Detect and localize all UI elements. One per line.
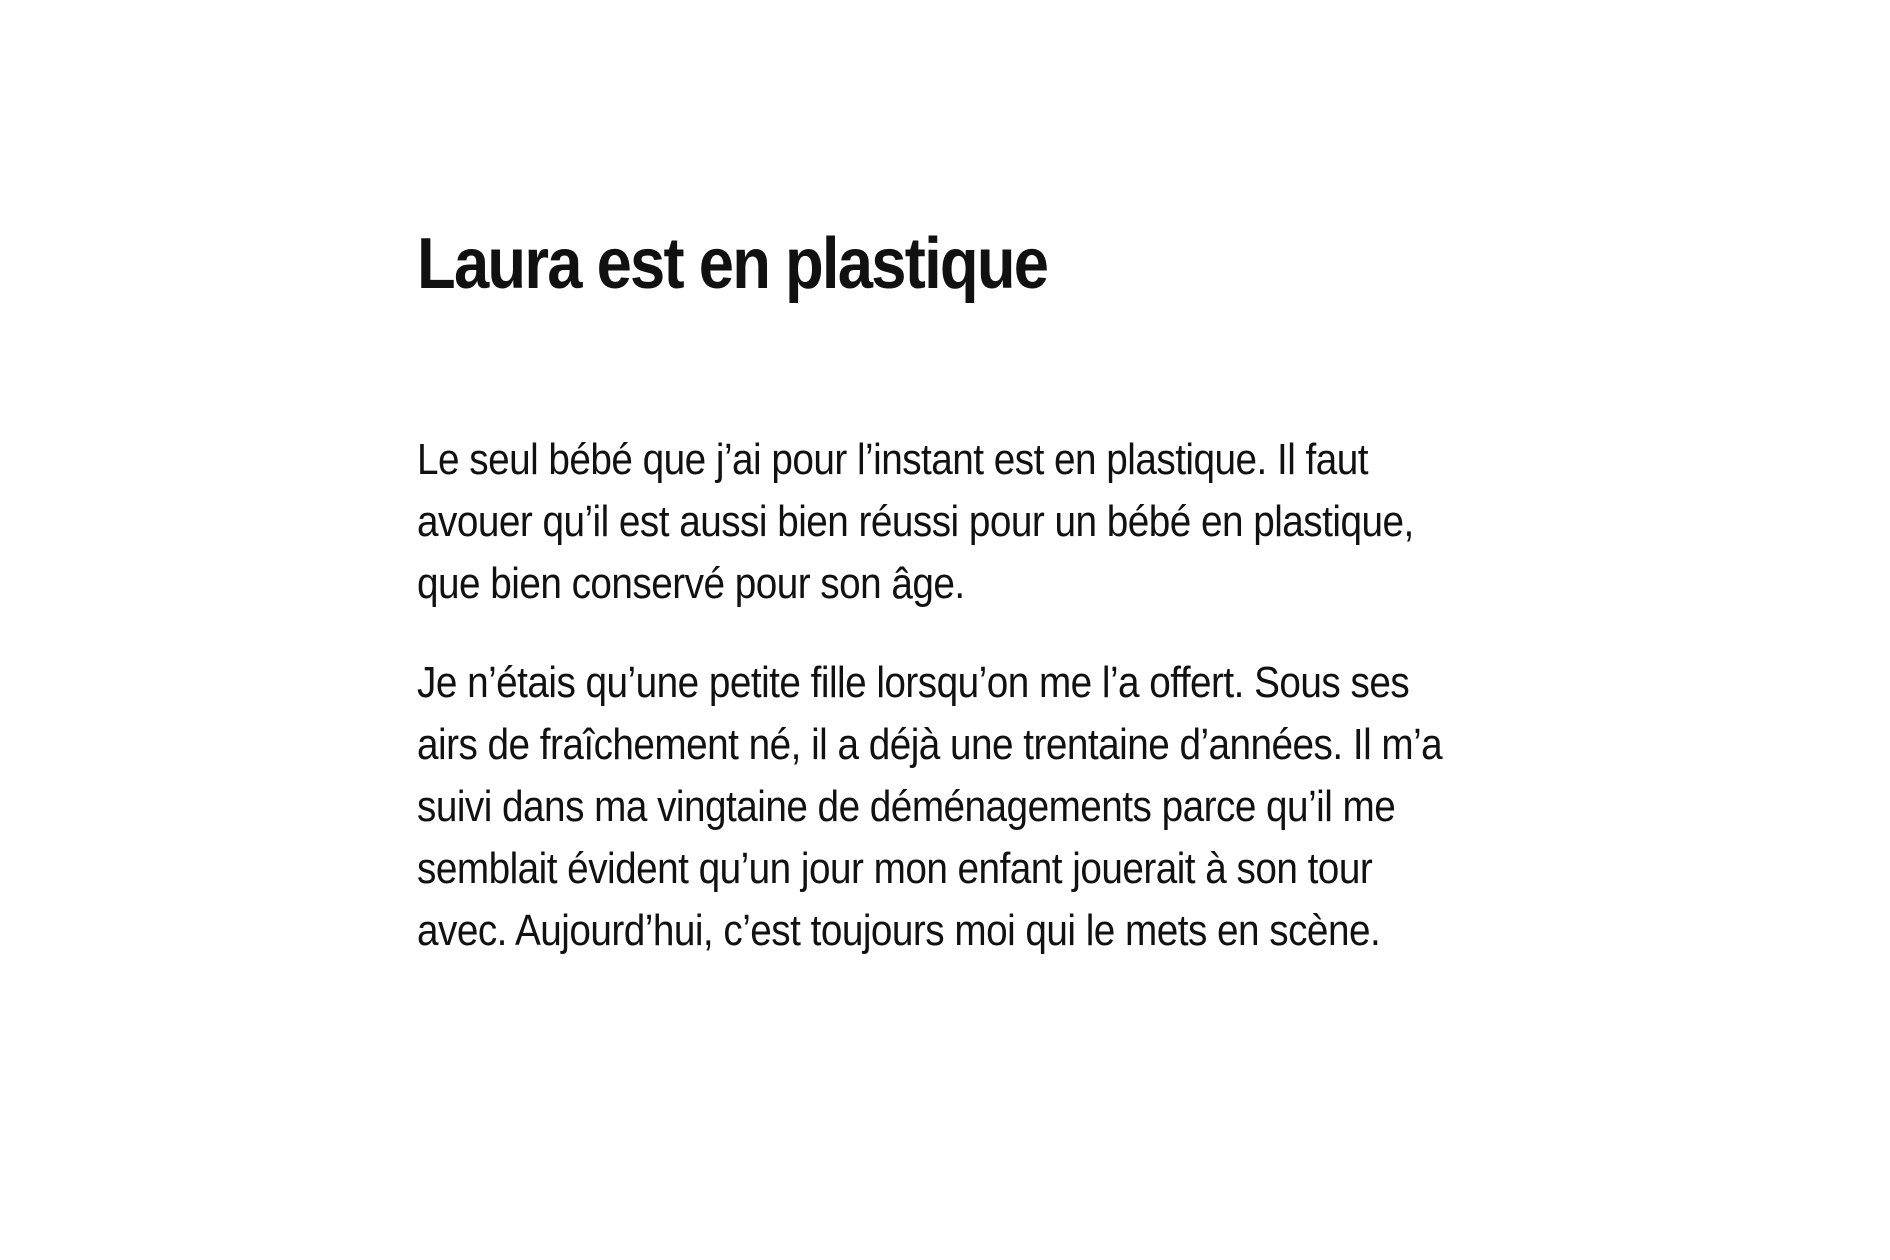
document-page — [417, 225, 1577, 999]
paragraph-line: Je n’étais qu’une petite fille lorsqu’on me l’a offert. Sous ses — [417, 658, 1410, 708]
paragraph-1 — [417, 429, 1577, 615]
paragraph-line: airs de fraîchement né, il a déjà une trentaine d’années. Il m’a — [417, 720, 1443, 770]
paragraph-line: avec. Aujourd’hui, c’est toujours moi qui le mets en scène. — [417, 906, 1381, 956]
paragraph-line: que bien conservé pour son âge. — [417, 559, 965, 609]
body-text — [417, 429, 1577, 962]
paragraph-2 — [417, 652, 1577, 962]
page-title: Laura est en plastique — [417, 224, 1048, 304]
paragraph-line: avouer qu’il est aussi bien réussi pour un bébé en plastique, — [417, 497, 1414, 547]
paragraph-line: Le seul bébé que j’ai pour l’instant est en plastique. Il faut — [417, 435, 1368, 485]
paragraph-line: semblait évident qu’un jour mon enfant jouerait à son tour — [417, 844, 1373, 894]
paragraph-line: suivi dans ma vingtaine de déménagements parce qu’il me — [417, 782, 1396, 832]
